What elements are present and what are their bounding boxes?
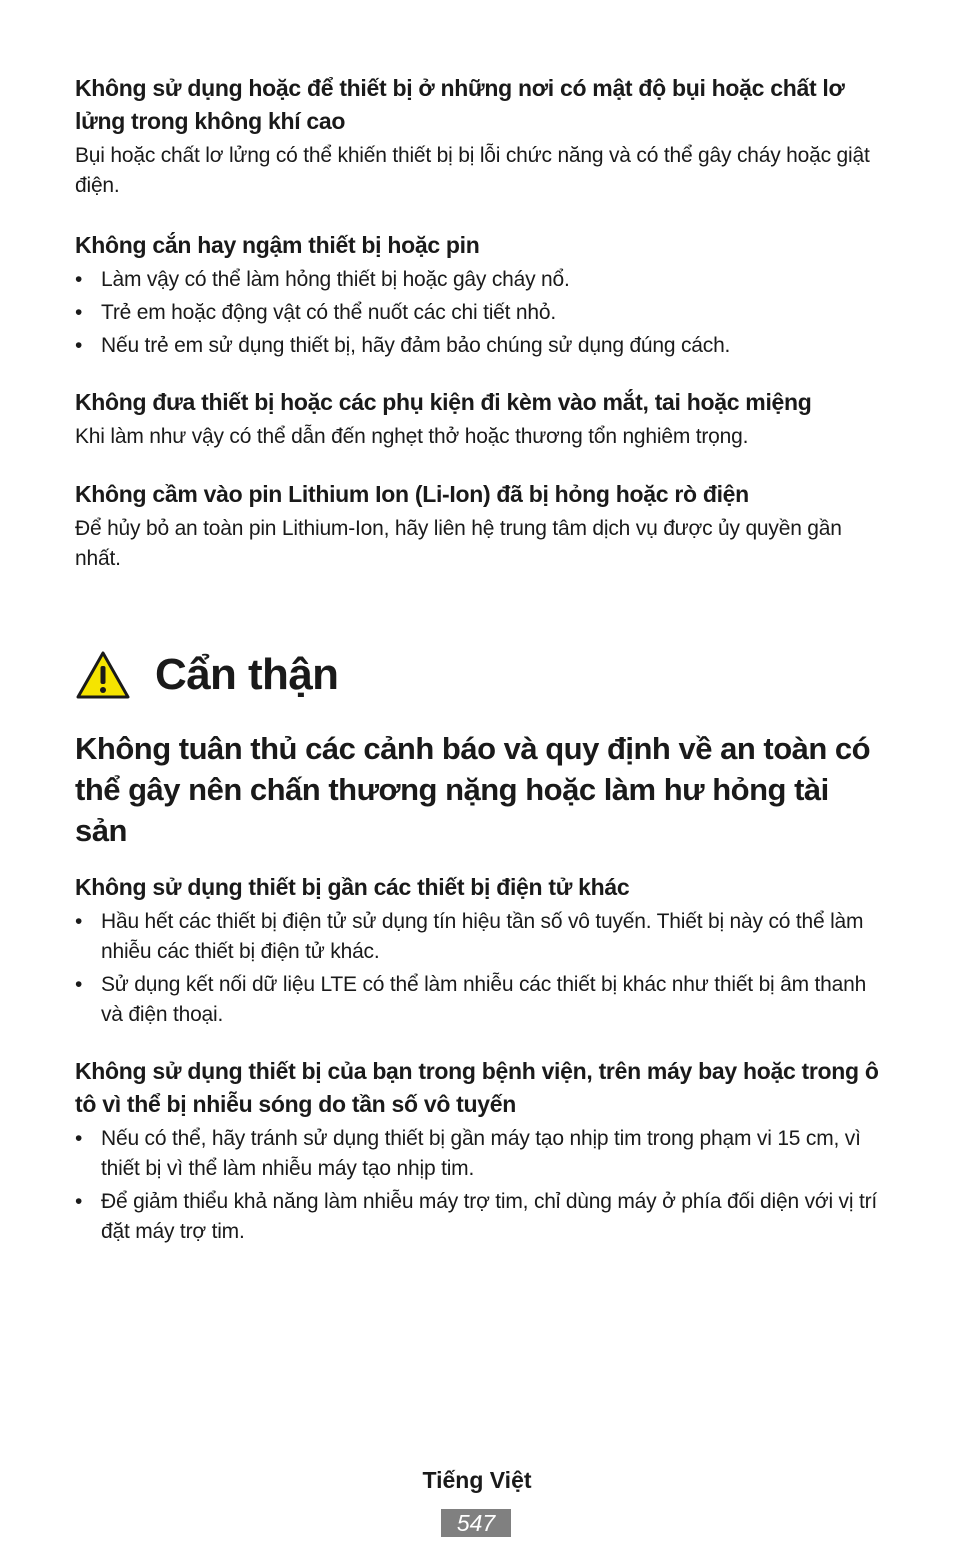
section-near-electronics xyxy=(75,871,885,1030)
section-damaged-battery xyxy=(75,478,885,574)
footer-language: Tiếng Việt xyxy=(422,1467,532,1493)
list-item: • Trẻ em hoặc động vật có thể nuốt các chi tiết nhỏ. xyxy=(75,298,885,328)
section-heading: Không sử dụng thiết bị của bạn trong bệnh viện, trên máy bay hoặc trong ô tô vì thể bị nhiễu sóng do tần số vô tuyến xyxy=(75,1058,879,1117)
bullet-list xyxy=(75,265,885,361)
section-body: Để hủy bỏ an toàn pin Lithium-Ion, hãy liên hệ trung tâm dịch vụ được ủy quyền gần nhất. xyxy=(75,517,842,570)
list-item: • Nếu có thể, hãy tránh sử dụng thiết bị gần máy tạo nhịp tim trong phạm vi 15 cm, vì thiết bị vì thể làm nhiễu máy tạo nhịp tim. xyxy=(75,1124,885,1184)
section-heading: Không cắn hay ngậm thiết bị hoặc pin xyxy=(75,232,480,258)
caution-subtitle: Không tuân thủ các cảnh báo và quy định về an toàn có thể gây nên chấn thương nặng hoặc làm hư hỏng tài sản xyxy=(75,731,871,848)
page-number: 547 xyxy=(441,1509,511,1537)
section-heading: Không sử dụng thiết bị gần các thiết bị điện tử khác xyxy=(75,874,630,900)
warning-triangle-icon xyxy=(75,650,131,700)
section-body: Khi làm như vậy có thể dẫn đến nghẹt thở hoặc thương tổn nghiêm trọng. xyxy=(75,425,749,448)
section-heading: Không đưa thiết bị hoặc các phụ kiện đi kèm vào mắt, tai hoặc miệng xyxy=(75,389,812,415)
section-bite xyxy=(75,229,885,361)
section-eyes-ears-mouth xyxy=(75,386,885,452)
section-heading: Không sử dụng hoặc để thiết bị ở những nơi có mật độ bụi hoặc chất lơ lửng trong không khí cao xyxy=(75,75,845,134)
list-item: • Nếu trẻ em sử dụng thiết bị, hãy đảm bảo chúng sử dụng đúng cách. xyxy=(75,331,885,361)
list-item: • Làm vậy có thể làm hỏng thiết bị hoặc gây cháy nổ. xyxy=(75,265,885,295)
list-item: • Sử dụng kết nối dữ liệu LTE có thể làm nhiễu các thiết bị khác như thiết bị âm thanh và điện thoại. xyxy=(75,970,885,1030)
section-dust xyxy=(75,72,885,201)
bullet-list xyxy=(75,907,885,1030)
list-item: • Để giảm thiểu khả năng làm nhiễu máy trợ tim, chỉ dùng máy ở phía đối diện với vị trí đặt máy trợ tim. xyxy=(75,1187,885,1247)
section-hospital-aircraft xyxy=(75,1055,885,1247)
caution-header xyxy=(75,638,885,712)
section-heading: Không cầm vào pin Lithium Ion (Li-Ion) đã bị hỏng hoặc rò điện xyxy=(75,481,749,507)
caution-title: Cẩn thận xyxy=(155,650,339,699)
section-body: Bụi hoặc chất lơ lửng có thể khiến thiết bị bị lỗi chức năng và có thể gây cháy hoặc giật điện. xyxy=(75,144,870,197)
page-content xyxy=(75,72,885,1250)
bullet-list xyxy=(75,1124,885,1247)
list-item: • Hầu hết các thiết bị điện tử sử dụng tín hiệu tần số vô tuyến. Thiết bị này có thể làm nhiễu các thiết bị điện tử khác. xyxy=(75,907,885,967)
